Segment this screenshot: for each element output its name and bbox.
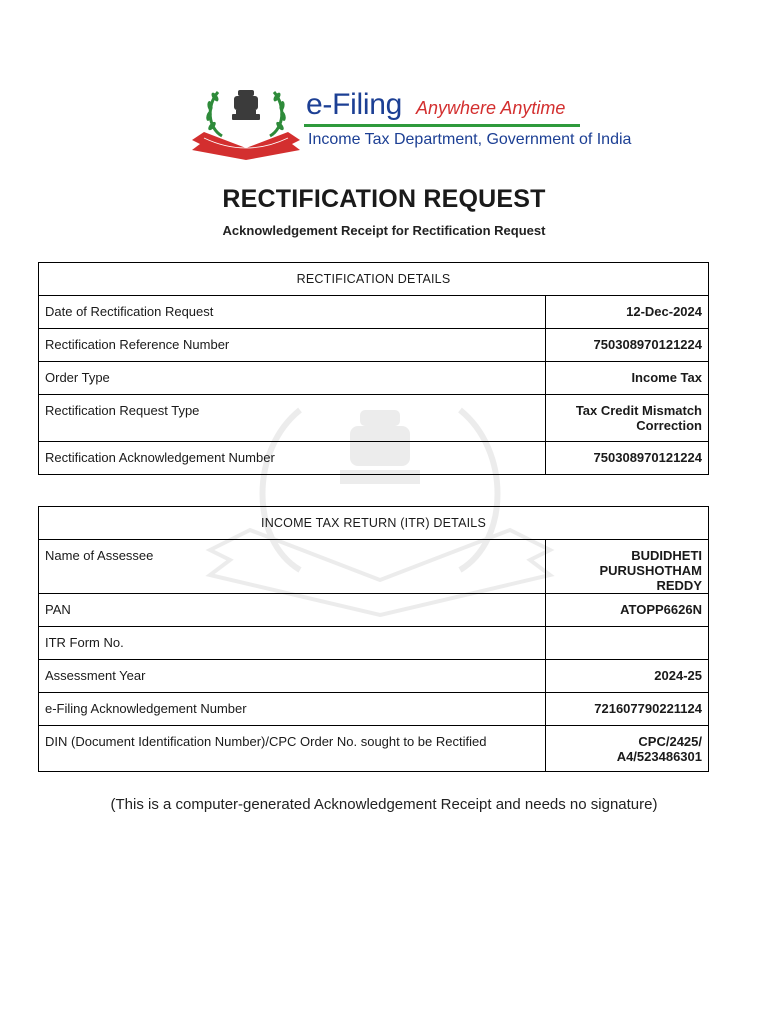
table-heading: RECTIFICATION DETAILS [39,263,709,296]
row-label: PAN [39,594,546,627]
row-value: ATOPP6626N [546,594,709,627]
rectification-details-table [38,262,709,475]
row-label: Order Type [39,362,546,395]
footer-note: (This is a computer-generated Acknowledgement Receipt and needs no signature) [110,796,658,813]
row-label: DIN (Document Identification Number)/CPC Order No. sought to be Rectified [39,726,546,772]
row-label: Date of Rectification Request [39,296,546,329]
table-row [39,442,709,475]
table-row [39,329,709,362]
table-row [39,726,709,772]
table-row [39,395,709,442]
row-value: 12-Dec-2024 [546,296,709,329]
table-row [39,594,709,627]
table-row [39,660,709,693]
row-value: 721607790221124 [546,693,709,726]
efiling-title: e-Filing [306,88,402,121]
row-value: 750308970121224 [546,442,709,475]
table-row [39,362,709,395]
efiling-tagline: Anywhere Anytime [416,98,566,118]
table-heading: INCOME TAX RETURN (ITR) DETAILS [39,507,709,540]
page-title: RECTIFICATION REQUEST [222,185,546,213]
table-row [39,540,709,594]
table-row [39,296,709,329]
row-value [546,627,709,660]
row-label: e-Filing Acknowledgement Number [39,693,546,726]
page-subtitle: Acknowledgement Receipt for Rectification Request [222,223,546,238]
row-label: Name of Assessee [39,540,546,594]
row-label: Rectification Reference Number [39,329,546,362]
row-value: BUDIDHETI PURUSHOTHAM REDDY [546,540,709,594]
row-label: Assessment Year [39,660,546,693]
row-label: Rectification Acknowledgement Number [39,442,546,475]
income-tax-emblem-icon [188,78,304,162]
table-row [39,627,709,660]
header-divider [304,124,580,127]
row-value: Tax Credit Mismatch Correction [546,395,709,442]
row-value: CPC/2425/ A4/523486301 [546,726,709,772]
row-value: 2024-25 [546,660,709,693]
department-name: Income Tax Department, Government of India [308,131,632,148]
table-row [39,693,709,726]
row-label: ITR Form No. [39,627,546,660]
row-label: Rectification Request Type [39,395,546,442]
row-value: 750308970121224 [546,329,709,362]
itr-details-table [38,506,709,772]
efiling-logo [188,78,632,162]
row-value: Income Tax [546,362,709,395]
